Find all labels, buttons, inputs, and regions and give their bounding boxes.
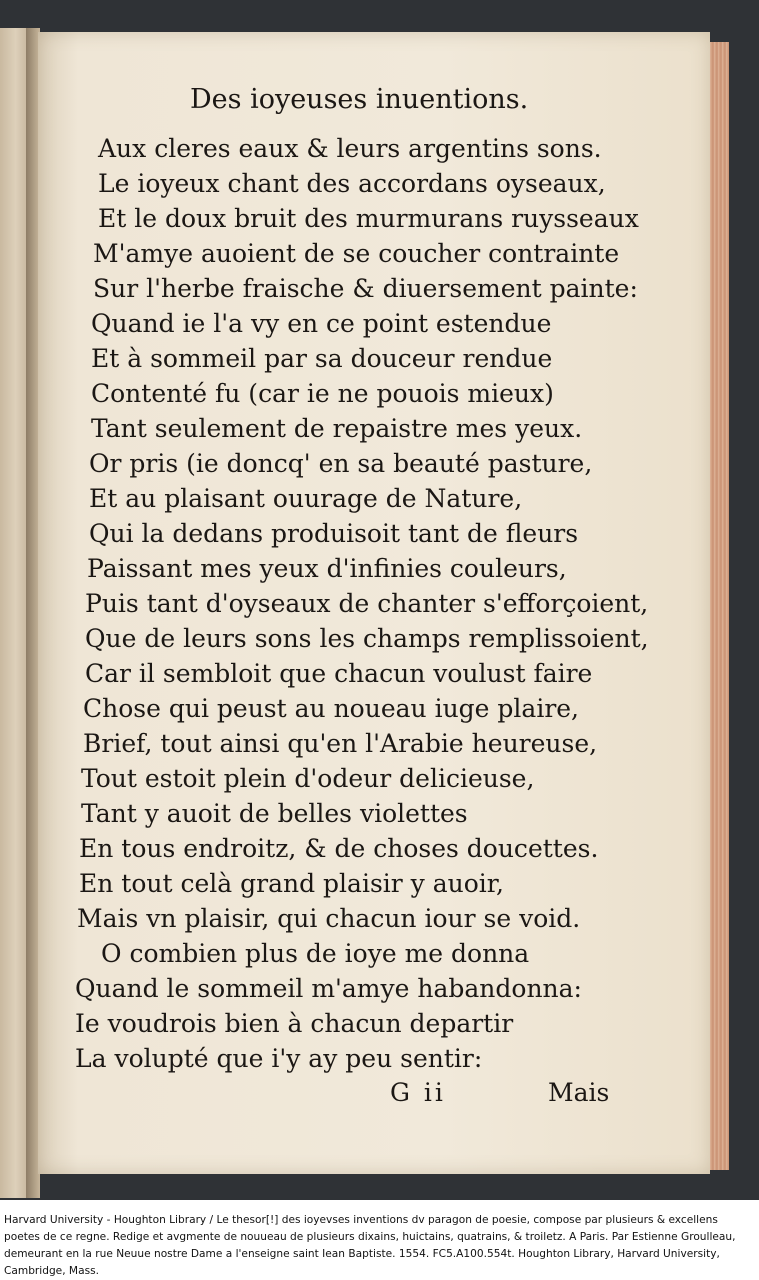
signature-mark: G ii: [390, 1078, 446, 1107]
verse-line: Contenté fu (car ie ne pouois mieux): [91, 379, 554, 408]
verse-line: Tout estoit plein d'odeur delicieuse,: [81, 764, 535, 793]
verse-line: M'amye auoient de se coucher contrainte: [93, 239, 620, 268]
verse-line: Qui la dedans produisoit tant de fleurs: [89, 519, 579, 548]
verse-line: Sur l'herbe fraische & diuersement painte:: [93, 274, 638, 303]
verse-line: Mais vn plaisir, qui chacun iour se void.: [77, 904, 581, 933]
verse-line: Tant y auoit de belles violettes: [81, 799, 468, 828]
verse-line: Que de leurs sons les champs remplissoient,: [85, 624, 649, 653]
verse-line: Et au plaisant ouurage de Nature,: [89, 484, 523, 513]
verse-line: Tant seulement de repaistre mes yeux.: [91, 414, 583, 443]
verse-line: Et à sommeil par sa douceur rendue: [91, 344, 553, 373]
verse-line: Et le doux bruit des murmurans ruysseaux: [98, 204, 639, 233]
running-head: Des ioyeuses inuentions.: [190, 84, 529, 115]
verse-line: Car il sembloit que chacun voulust faire: [85, 659, 593, 688]
catchword: Mais: [548, 1078, 610, 1107]
verse-line: Brief, tout ainsi qu'en l'Arabie heureuse,: [83, 729, 598, 758]
verse-line: Quand le sommeil m'amye habandonna:: [75, 974, 582, 1003]
verse-line: Ie voudrois bien à chacun departir: [75, 1009, 514, 1038]
verse-line: Paissant mes yeux d'infinies couleurs,: [87, 554, 567, 583]
verse-line: Chose qui peust au noueau iuge plaire,: [83, 694, 580, 723]
verse-line: Aux cleres eaux & leurs argentins sons.: [98, 134, 602, 163]
image-caption: Harvard University - Houghton Library / Le thesor[!] des ioyevses inventions dv paragon de poesie, compose par plusieurs & excellens poetes de ce regne. Redige et avgmente de nouueau de plusieurs dixains, huictains, quatrains, & troiletz. A Paris. Par Estienne Groulleau, demeurant en la rue Neuue nostre Dame a l'enseigne saint Iean Baptiste. 1554. FC5.A100.554t. Houghton Library, Harvard University, Cambridge, Mass.: [4, 1214, 736, 1277]
verse-line: Quand ie l'a vy en ce point estendue: [91, 309, 552, 338]
verse-line: Le ioyeux chant des accordans oyseaux,: [98, 169, 606, 198]
left-page-edge: [0, 28, 27, 1198]
verse-line: Puis tant d'oyseaux de chanter s'efforçoient,: [85, 589, 649, 618]
verse-line: O combien plus de ioye me donna: [101, 939, 530, 968]
verse-line: La volupté que i'y ay peu sentir:: [75, 1044, 483, 1073]
verse-line: En tous endroitz, & de choses doucettes.: [79, 834, 599, 863]
verse-line: Or pris (ie doncq' en sa beauté pasture,: [89, 449, 593, 478]
verse-line: En tout celà grand plaisir y auoir,: [79, 869, 504, 898]
